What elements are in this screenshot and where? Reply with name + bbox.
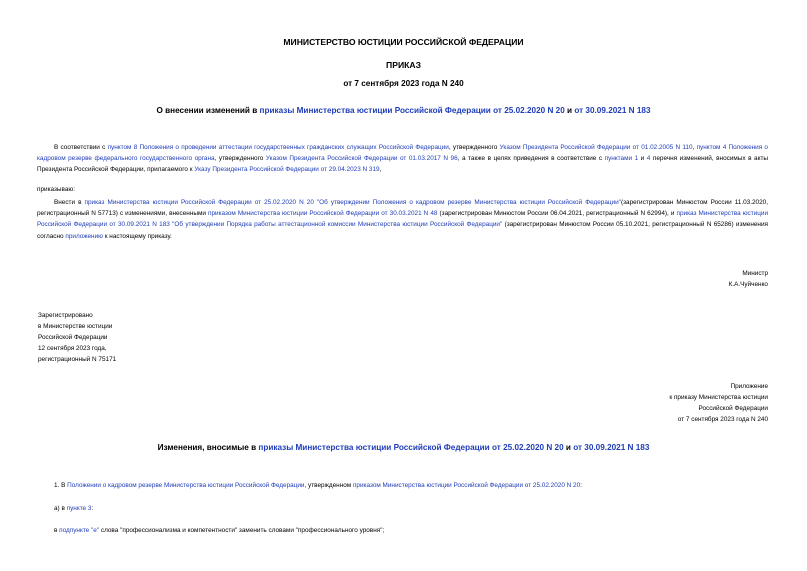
registration-block bbox=[38, 310, 116, 365]
item-1 bbox=[54, 482, 582, 489]
preamble-paragraph bbox=[37, 142, 768, 176]
item-a-text: : bbox=[91, 505, 94, 512]
preamble-text: перечня изменений, вносимых в акты Президента Российской Федерации, прилагаемого к bbox=[37, 155, 768, 174]
order-link-183[interactable]: приказ Министерства юстиции Российской Федерации от 30.09.2021 N 183 "Об утверждении Порядка работы аттестационной комиссии Министерства юстиции Российской Федерации" bbox=[37, 210, 769, 229]
preamble-link-attestation[interactable]: пунктом 8 Положения о проведении аттестации государственных гражданских служащих Российской Федерации bbox=[107, 144, 449, 151]
item-a-link-point-3[interactable]: пункте 3 bbox=[66, 505, 92, 512]
item-sub-link-subpoint-e[interactable]: подпункте "е" bbox=[59, 527, 100, 534]
changes-title bbox=[0, 443, 807, 452]
item-a-text: а) в bbox=[54, 505, 67, 512]
order-link-20[interactable]: приказ Министерства юстиции Российской Федерации от 25.02.2020 N 20 "Об утверждении Положения о кадровом резерве Министерства юстиции Российской Федерации" bbox=[84, 199, 621, 206]
signature-name: К.А.Чуйченко bbox=[728, 281, 768, 288]
order-text: Внести в bbox=[54, 199, 85, 206]
changes-title-link-183[interactable]: от 30.09.2021 N 183 bbox=[573, 443, 650, 452]
order-title-link-20[interactable]: приказы Министерства юстиции Российской Федерации от 25.02.2020 N 20 bbox=[259, 106, 565, 115]
order-paragraph bbox=[37, 197, 768, 242]
order-text: (зарегистрирован Минюстом России 06.04.2021, регистрационный N 62994), и bbox=[437, 210, 677, 218]
signature-position: Министр bbox=[742, 270, 768, 277]
appendix-line: к приказу Министерства юстиции bbox=[669, 394, 768, 401]
item-1-text: 1. В bbox=[54, 482, 68, 489]
item-1-text: : bbox=[580, 482, 582, 489]
preamble-link-decree-96[interactable]: Указом Президента Российской Федерации от 01.03.2017 N 96 bbox=[265, 155, 458, 163]
changes-title-link-20[interactable]: приказы Министерства юстиции Российской Федерации от 25.02.2020 N 20 bbox=[258, 443, 564, 452]
preamble-link-item-1[interactable]: пунктами 1 bbox=[604, 155, 639, 163]
order-title-and: и bbox=[564, 106, 575, 115]
registration-line: регистрационный N 75171 bbox=[38, 356, 117, 363]
changes-title-prefix: Изменения, вносимые в bbox=[157, 443, 259, 452]
doc-type-heading: ПРИКАЗ bbox=[386, 60, 421, 70]
preamble-text: , утвержденного bbox=[448, 144, 500, 151]
preamble-link-item-4[interactable]: 4 bbox=[646, 155, 651, 163]
appendix-line: Российской Федерации bbox=[698, 405, 768, 412]
preamble-link-reserve[interactable]: пунктом 4 Положения о кадровом резерве федерального государственного органа bbox=[37, 144, 768, 163]
changes-title-and: и bbox=[563, 443, 574, 452]
item-1-link-order-20[interactable]: приказом Министерства юстиции Российской Федерации от 25.02.2020 N 20 bbox=[352, 482, 581, 489]
date-number-heading: от 7 сентября 2023 года N 240 bbox=[343, 79, 464, 88]
order-title bbox=[0, 106, 807, 115]
preamble-text: В соответствии с bbox=[54, 144, 108, 151]
registration-line: 12 сентября 2023 года, bbox=[38, 345, 107, 352]
order-word: приказываю: bbox=[37, 186, 75, 193]
order-text: (зарегистрирован Минюстом России 11.03.2020, регистрационный N 57713) с изменениями, внесенными bbox=[37, 199, 768, 218]
registration-line: Российской Федерации bbox=[38, 334, 108, 341]
order-link-appendix[interactable]: приложению bbox=[65, 232, 103, 240]
item-1-link-regulation[interactable]: Положении о кадровом резерве Министерства юстиции Российской Федерации bbox=[67, 482, 305, 489]
item-sub-text: в bbox=[54, 527, 60, 534]
order-text: к настоящему приказу. bbox=[102, 232, 172, 240]
signature-block bbox=[729, 268, 768, 290]
order-text: (зарегистрирован Минюстом России 05.10.2021, регистрационный N 65286) изменения согласно bbox=[37, 221, 768, 240]
order-title-prefix: О внесении изменений в bbox=[156, 106, 260, 115]
preamble-text: и bbox=[638, 155, 647, 163]
preamble-text: , а также в целях приведения в соответствие с bbox=[457, 155, 605, 163]
preamble-text: , утвержденного bbox=[214, 155, 266, 163]
order-title-link-183[interactable]: от 30.09.2021 N 183 bbox=[574, 106, 651, 115]
preamble-text: , bbox=[692, 144, 697, 151]
ministry-heading: МИНИСТЕРСТВО ЮСТИЦИИ РОССИЙСКОЙ ФЕДЕРАЦИИ bbox=[283, 37, 524, 47]
registration-line: в Министерстве юстиции bbox=[38, 323, 113, 330]
order-link-48[interactable]: приказом Министерства юстиции Российской Федерации от 30.03.2021 N 48 bbox=[207, 210, 438, 218]
registration-line: Зарегистрировано bbox=[38, 312, 93, 319]
appendix-note bbox=[669, 381, 768, 425]
item-sub-text: слова "профессионализма и компетентности" заменить словами "профессионального уровня"; bbox=[99, 527, 385, 534]
appendix-line: Приложение bbox=[730, 383, 768, 390]
appendix-line: от 7 сентября 2023 года N 240 bbox=[677, 416, 768, 423]
item-a bbox=[54, 505, 93, 512]
preamble-link-decree-319[interactable]: Указу Президента Российской Федерации от 29.04.2023 N 319 bbox=[194, 166, 380, 174]
preamble-text: , bbox=[379, 166, 382, 174]
item-1-text: , утвержденном bbox=[304, 482, 353, 489]
item-sub bbox=[54, 527, 384, 534]
preamble-link-decree-110[interactable]: Указом Президента Российской Федерации от 01.02.2005 N 110 bbox=[499, 144, 693, 151]
